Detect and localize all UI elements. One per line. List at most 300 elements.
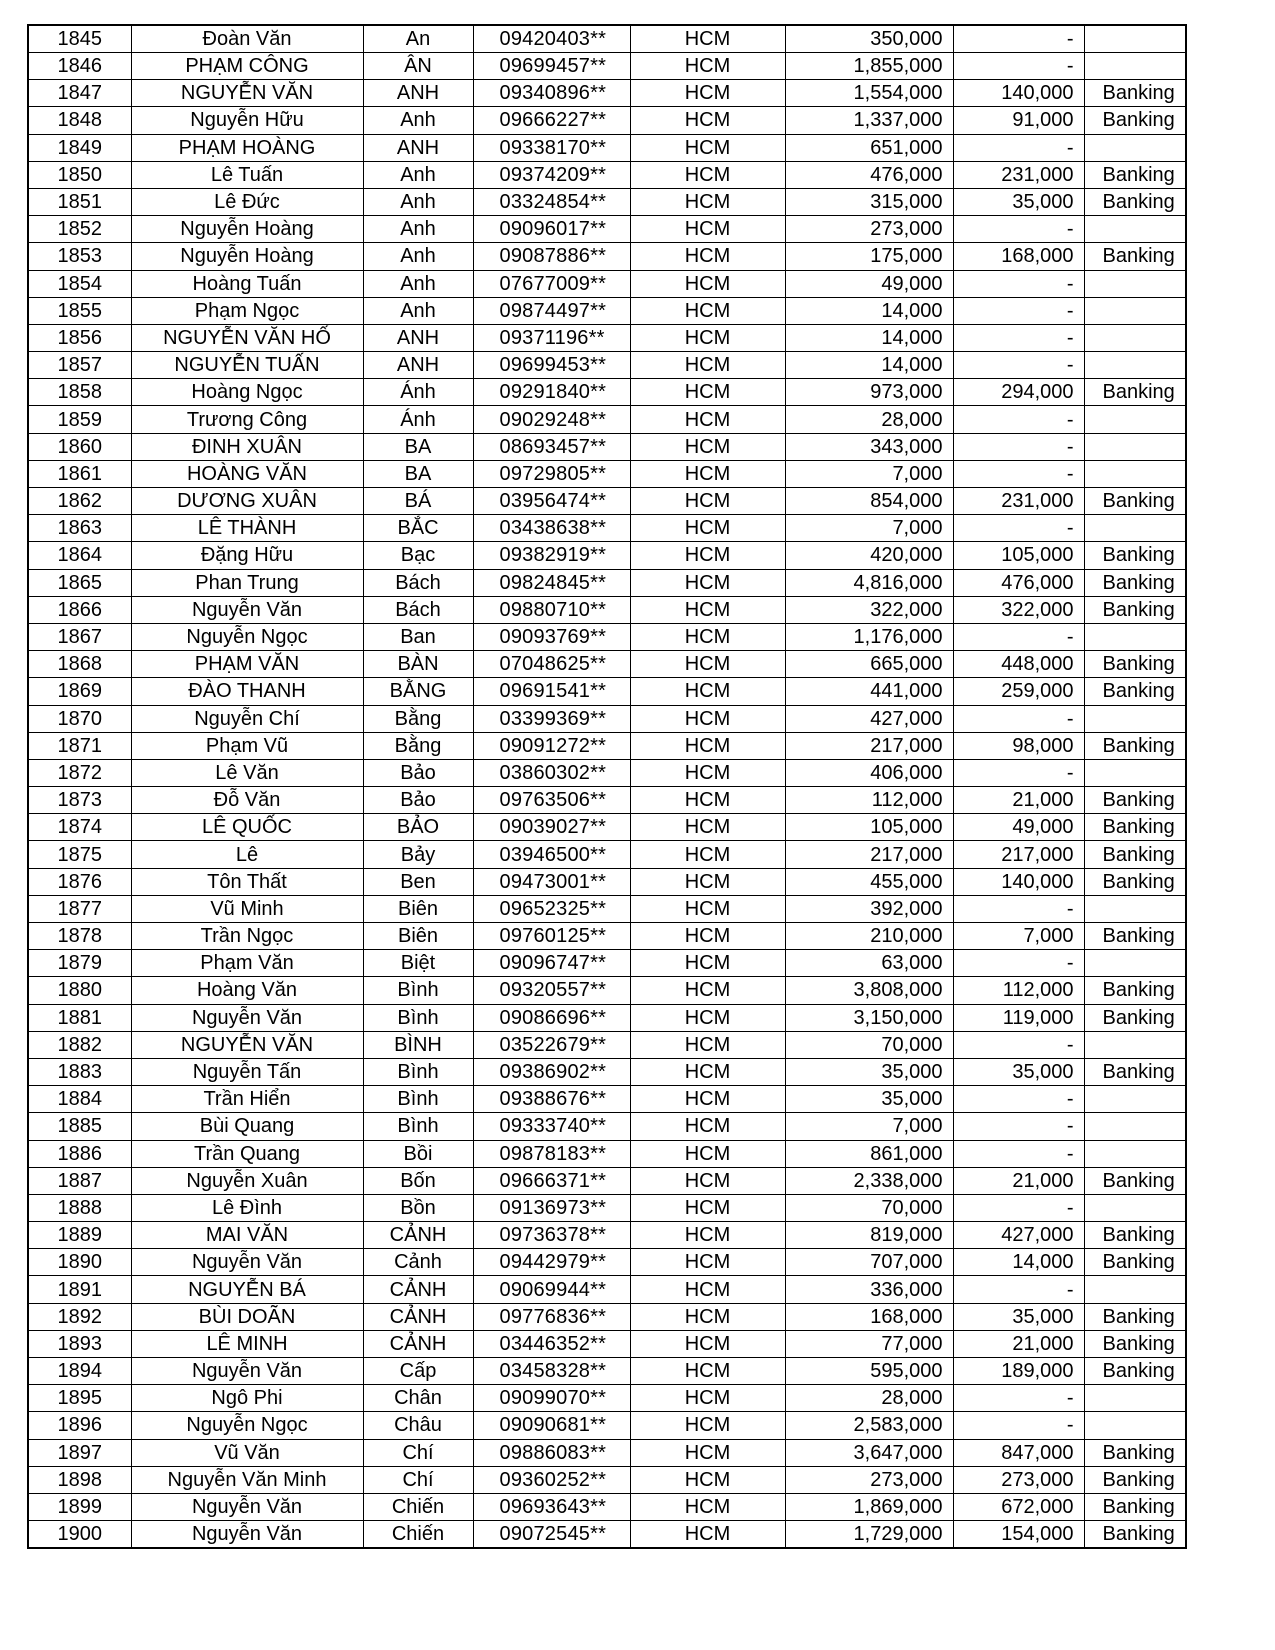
cell-method	[1084, 1194, 1186, 1221]
cell-given-name: Bằng	[363, 705, 473, 732]
cell-amount: 217,000	[785, 841, 953, 868]
table-row	[28, 1521, 1186, 1549]
cell-phone: 09029248**	[473, 406, 630, 433]
cell-method: Banking	[1084, 596, 1186, 623]
cell-no: 1855	[28, 297, 131, 324]
cell-surname: PHẠM VĂN	[131, 651, 363, 678]
cell-given-name: Bạc	[363, 542, 473, 569]
table-row	[28, 1140, 1186, 1167]
cell-paid: 35,000	[953, 188, 1084, 215]
cell-no: 1877	[28, 895, 131, 922]
cell-phone: 09880710**	[473, 596, 630, 623]
cell-paid: 105,000	[953, 542, 1084, 569]
cell-region: HCM	[630, 25, 785, 53]
cell-surname: Hoàng Văn	[131, 977, 363, 1004]
cell-phone: 09291840**	[473, 379, 630, 406]
cell-amount: 175,000	[785, 243, 953, 270]
table-row	[28, 1194, 1186, 1221]
cell-amount: 455,000	[785, 868, 953, 895]
cell-amount: 70,000	[785, 1194, 953, 1221]
cell-method: Banking	[1084, 814, 1186, 841]
cell-method: Banking	[1084, 732, 1186, 759]
cell-surname: Nguyễn Văn	[131, 1249, 363, 1276]
cell-region: HCM	[630, 406, 785, 433]
cell-given-name: Ben	[363, 868, 473, 895]
table-row	[28, 923, 1186, 950]
cell-no: 1894	[28, 1358, 131, 1385]
table-row	[28, 623, 1186, 650]
cell-surname: PHẠM HOÀNG	[131, 134, 363, 161]
cell-method	[1084, 216, 1186, 243]
cell-amount: 14,000	[785, 324, 953, 351]
table-row	[28, 243, 1186, 270]
cell-given-name: Chiến	[363, 1493, 473, 1520]
cell-surname: DƯƠNG XUÂN	[131, 488, 363, 515]
cell-amount: 651,000	[785, 134, 953, 161]
table-row	[28, 1330, 1186, 1357]
cell-phone: 07048625**	[473, 651, 630, 678]
cell-region: HCM	[630, 488, 785, 515]
cell-paid: -	[953, 950, 1084, 977]
cell-paid: -	[953, 324, 1084, 351]
cell-method	[1084, 1086, 1186, 1113]
cell-surname: Nguyễn Văn	[131, 1358, 363, 1385]
table-row	[28, 433, 1186, 460]
cell-paid: 322,000	[953, 596, 1084, 623]
cell-no: 1879	[28, 950, 131, 977]
cell-paid: -	[953, 1113, 1084, 1140]
cell-given-name: BẮC	[363, 515, 473, 542]
cell-no: 1860	[28, 433, 131, 460]
cell-paid: 35,000	[953, 1058, 1084, 1085]
cell-surname: Đoàn Văn	[131, 25, 363, 53]
cell-no: 1898	[28, 1466, 131, 1493]
cell-phone: 09093769**	[473, 623, 630, 650]
cell-no: 1888	[28, 1194, 131, 1221]
cell-surname: ĐINH XUÂN	[131, 433, 363, 460]
cell-phone: 03458328**	[473, 1358, 630, 1385]
cell-phone: 09096017**	[473, 216, 630, 243]
cell-surname: Nguyễn Ngọc	[131, 623, 363, 650]
cell-phone: 09729805**	[473, 460, 630, 487]
table-row	[28, 515, 1186, 542]
cell-no: 1887	[28, 1167, 131, 1194]
cell-amount: 1,176,000	[785, 623, 953, 650]
table-row	[28, 542, 1186, 569]
cell-phone: 03522679**	[473, 1031, 630, 1058]
cell-given-name: Bình	[363, 977, 473, 1004]
cell-surname: Nguyễn Văn Minh	[131, 1466, 363, 1493]
cell-surname: Nguyễn Văn	[131, 1521, 363, 1549]
table-row	[28, 1167, 1186, 1194]
table-row	[28, 379, 1186, 406]
cell-phone: 09338170**	[473, 134, 630, 161]
cell-surname: Nguyễn Văn	[131, 1493, 363, 1520]
cell-given-name: Anh	[363, 107, 473, 134]
cell-method: Banking	[1084, 977, 1186, 1004]
cell-amount: 3,647,000	[785, 1439, 953, 1466]
cell-surname: Tôn Thất	[131, 868, 363, 895]
cell-surname: Đặng Hữu	[131, 542, 363, 569]
table-row	[28, 406, 1186, 433]
cell-amount: 273,000	[785, 1466, 953, 1493]
cell-region: HCM	[630, 1439, 785, 1466]
table-row	[28, 651, 1186, 678]
cell-method: Banking	[1084, 1493, 1186, 1520]
cell-method: Banking	[1084, 1249, 1186, 1276]
cell-no: 1886	[28, 1140, 131, 1167]
cell-surname: Phạm Văn	[131, 950, 363, 977]
cell-surname: Phan Trung	[131, 569, 363, 596]
cell-phone: 09072545**	[473, 1521, 630, 1549]
cell-paid: -	[953, 759, 1084, 786]
cell-surname: Nguyễn Chí	[131, 705, 363, 732]
cell-amount: 168,000	[785, 1303, 953, 1330]
cell-region: HCM	[630, 1167, 785, 1194]
cell-paid: 259,000	[953, 678, 1084, 705]
cell-surname: Trần Ngọc	[131, 923, 363, 950]
cell-surname: Nguyễn Hoàng	[131, 243, 363, 270]
cell-given-name: Chiến	[363, 1521, 473, 1549]
cell-paid: -	[953, 270, 1084, 297]
cell-surname: LÊ THÀNH	[131, 515, 363, 542]
table-row	[28, 1466, 1186, 1493]
cell-given-name: Bồi	[363, 1140, 473, 1167]
cell-no: 1881	[28, 1004, 131, 1031]
cell-amount: 112,000	[785, 787, 953, 814]
cell-no: 1900	[28, 1521, 131, 1549]
cell-phone: 09388676**	[473, 1086, 630, 1113]
cell-amount: 105,000	[785, 814, 953, 841]
cell-phone: 03860302**	[473, 759, 630, 786]
cell-surname: Nguyễn Văn	[131, 596, 363, 623]
cell-paid: 21,000	[953, 787, 1084, 814]
cell-no: 1889	[28, 1222, 131, 1249]
cell-phone: 09087886**	[473, 243, 630, 270]
cell-method: Banking	[1084, 868, 1186, 895]
cell-given-name: ANH	[363, 80, 473, 107]
cell-surname: Phạm Vũ	[131, 732, 363, 759]
cell-given-name: ANH	[363, 324, 473, 351]
cell-no: 1848	[28, 107, 131, 134]
cell-paid: 189,000	[953, 1358, 1084, 1385]
cell-given-name: Biệt	[363, 950, 473, 977]
cell-region: HCM	[630, 1493, 785, 1520]
cell-amount: 336,000	[785, 1276, 953, 1303]
cell-given-name: Chí	[363, 1466, 473, 1493]
cell-no: 1864	[28, 542, 131, 569]
cell-region: HCM	[630, 161, 785, 188]
cell-phone: 09039027**	[473, 814, 630, 841]
cell-region: HCM	[630, 1385, 785, 1412]
cell-phone: 09776836**	[473, 1303, 630, 1330]
cell-paid: 168,000	[953, 243, 1084, 270]
cell-amount: 973,000	[785, 379, 953, 406]
cell-no: 1858	[28, 379, 131, 406]
cell-no: 1869	[28, 678, 131, 705]
cell-paid: -	[953, 1194, 1084, 1221]
cell-paid: 98,000	[953, 732, 1084, 759]
cell-region: HCM	[630, 950, 785, 977]
cell-surname: Ngô Phi	[131, 1385, 363, 1412]
cell-amount: 1,554,000	[785, 80, 953, 107]
table-row	[28, 1276, 1186, 1303]
cell-surname: Trần Quang	[131, 1140, 363, 1167]
cell-amount: 35,000	[785, 1086, 953, 1113]
cell-surname: Nguyễn Văn	[131, 1004, 363, 1031]
cell-method	[1084, 623, 1186, 650]
cell-paid: -	[953, 216, 1084, 243]
cell-surname: Lê Văn	[131, 759, 363, 786]
cell-amount: 28,000	[785, 406, 953, 433]
cell-no: 1850	[28, 161, 131, 188]
cell-region: HCM	[630, 1086, 785, 1113]
cell-region: HCM	[630, 1194, 785, 1221]
cell-given-name: Bồn	[363, 1194, 473, 1221]
cell-paid: -	[953, 25, 1084, 53]
cell-given-name: Bách	[363, 596, 473, 623]
cell-amount: 4,816,000	[785, 569, 953, 596]
cell-no: 1854	[28, 270, 131, 297]
cell-amount: 2,583,000	[785, 1412, 953, 1439]
cell-phone: 09386902**	[473, 1058, 630, 1085]
cell-given-name: Bằng	[363, 732, 473, 759]
cell-phone: 09763506**	[473, 787, 630, 814]
cell-phone: 09878183**	[473, 1140, 630, 1167]
cell-phone: 09442979**	[473, 1249, 630, 1276]
cell-phone: 03956474**	[473, 488, 630, 515]
cell-paid: -	[953, 460, 1084, 487]
cell-method: Banking	[1084, 488, 1186, 515]
cell-surname: BÙI DOÃN	[131, 1303, 363, 1330]
cell-amount: 273,000	[785, 216, 953, 243]
cell-method: Banking	[1084, 841, 1186, 868]
cell-region: HCM	[630, 895, 785, 922]
cell-region: HCM	[630, 923, 785, 950]
cell-paid: 7,000	[953, 923, 1084, 950]
cell-amount: 665,000	[785, 651, 953, 678]
cell-phone: 08693457**	[473, 433, 630, 460]
cell-method: Banking	[1084, 678, 1186, 705]
cell-region: HCM	[630, 107, 785, 134]
cell-region: HCM	[630, 433, 785, 460]
cell-paid: -	[953, 1385, 1084, 1412]
cell-amount: 3,808,000	[785, 977, 953, 1004]
cell-surname: Phạm Ngọc	[131, 297, 363, 324]
cell-amount: 595,000	[785, 1358, 953, 1385]
table-row	[28, 134, 1186, 161]
table-row	[28, 1385, 1186, 1412]
cell-region: HCM	[630, 270, 785, 297]
cell-region: HCM	[630, 134, 785, 161]
cell-paid: -	[953, 1140, 1084, 1167]
cell-phone: 09340896**	[473, 80, 630, 107]
cell-surname: Trương Công	[131, 406, 363, 433]
cell-paid: -	[953, 297, 1084, 324]
table-row	[28, 297, 1186, 324]
cell-method: Banking	[1084, 379, 1186, 406]
cell-phone: 09693643**	[473, 1493, 630, 1520]
cell-amount: 7,000	[785, 515, 953, 542]
cell-amount: 427,000	[785, 705, 953, 732]
cell-method	[1084, 460, 1186, 487]
cell-method: Banking	[1084, 1004, 1186, 1031]
cell-region: HCM	[630, 324, 785, 351]
cell-phone: 09091272**	[473, 732, 630, 759]
cell-surname: NGUYỄN VĂN	[131, 80, 363, 107]
table-row	[28, 25, 1186, 53]
cell-amount: 1,729,000	[785, 1521, 953, 1549]
cell-amount: 14,000	[785, 352, 953, 379]
cell-amount: 406,000	[785, 759, 953, 786]
cell-phone: 09699453**	[473, 352, 630, 379]
cell-method: Banking	[1084, 243, 1186, 270]
cell-no: 1846	[28, 53, 131, 80]
cell-surname: Lê Tuấn	[131, 161, 363, 188]
cell-method: Banking	[1084, 1521, 1186, 1549]
table-row	[28, 1303, 1186, 1330]
cell-given-name: CẢNH	[363, 1222, 473, 1249]
cell-paid: 476,000	[953, 569, 1084, 596]
cell-method	[1084, 895, 1186, 922]
cell-phone: 09874497**	[473, 297, 630, 324]
cell-method	[1084, 1031, 1186, 1058]
cell-paid: -	[953, 433, 1084, 460]
cell-phone: 09333740**	[473, 1113, 630, 1140]
cell-amount: 1,869,000	[785, 1493, 953, 1520]
cell-region: HCM	[630, 732, 785, 759]
cell-region: HCM	[630, 1412, 785, 1439]
cell-given-name: BA	[363, 460, 473, 487]
cell-amount: 210,000	[785, 923, 953, 950]
cell-no: 1897	[28, 1439, 131, 1466]
cell-given-name: CẢNH	[363, 1303, 473, 1330]
cell-no: 1871	[28, 732, 131, 759]
cell-no: 1884	[28, 1086, 131, 1113]
cell-surname: NGUYỄN BÁ	[131, 1276, 363, 1303]
cell-phone: 03446352**	[473, 1330, 630, 1357]
cell-method: Banking	[1084, 542, 1186, 569]
table-row	[28, 950, 1186, 977]
cell-region: HCM	[630, 705, 785, 732]
cell-given-name: An	[363, 25, 473, 53]
cell-given-name: Anh	[363, 297, 473, 324]
cell-given-name: Chí	[363, 1439, 473, 1466]
cell-paid: -	[953, 1276, 1084, 1303]
cell-method: Banking	[1084, 1303, 1186, 1330]
cell-region: HCM	[630, 1004, 785, 1031]
cell-no: 1890	[28, 1249, 131, 1276]
cell-region: HCM	[630, 787, 785, 814]
cell-method	[1084, 324, 1186, 351]
cell-given-name: BÁ	[363, 488, 473, 515]
table-row	[28, 977, 1186, 1004]
cell-surname: Lê Đức	[131, 188, 363, 215]
table-row	[28, 1493, 1186, 1520]
cell-no: 1876	[28, 868, 131, 895]
cell-phone: 09099070**	[473, 1385, 630, 1412]
cell-given-name: Bình	[363, 1113, 473, 1140]
cell-no: 1862	[28, 488, 131, 515]
cell-method	[1084, 515, 1186, 542]
cell-amount: 350,000	[785, 25, 953, 53]
cell-paid: -	[953, 1086, 1084, 1113]
cell-method: Banking	[1084, 787, 1186, 814]
cell-given-name: Bảy	[363, 841, 473, 868]
table-row	[28, 1412, 1186, 1439]
cell-surname: Hoàng Ngọc	[131, 379, 363, 406]
cell-amount: 343,000	[785, 433, 953, 460]
cell-region: HCM	[630, 1249, 785, 1276]
cell-paid: 119,000	[953, 1004, 1084, 1031]
cell-no: 1873	[28, 787, 131, 814]
cell-no: 1872	[28, 759, 131, 786]
cell-given-name: Ban	[363, 623, 473, 650]
cell-surname: Nguyễn Ngọc	[131, 1412, 363, 1439]
cell-surname: Đỗ Văn	[131, 787, 363, 814]
cell-paid: 91,000	[953, 107, 1084, 134]
cell-region: HCM	[630, 868, 785, 895]
cell-method	[1084, 352, 1186, 379]
cell-paid: 273,000	[953, 1466, 1084, 1493]
cell-method: Banking	[1084, 569, 1186, 596]
cell-surname: Hoàng Tuấn	[131, 270, 363, 297]
cell-given-name: ÂN	[363, 53, 473, 80]
cell-paid: -	[953, 623, 1084, 650]
cell-region: HCM	[630, 80, 785, 107]
table-row	[28, 216, 1186, 243]
table-row	[28, 324, 1186, 351]
cell-given-name: Chân	[363, 1385, 473, 1412]
cell-no: 1845	[28, 25, 131, 53]
cell-no: 1875	[28, 841, 131, 868]
cell-phone: 07677009**	[473, 270, 630, 297]
cell-phone: 09420403**	[473, 25, 630, 53]
cell-paid: -	[953, 515, 1084, 542]
cell-no: 1878	[28, 923, 131, 950]
cell-given-name: Ánh	[363, 406, 473, 433]
cell-given-name: Bình	[363, 1004, 473, 1031]
cell-given-name: BẰNG	[363, 678, 473, 705]
cell-paid: 21,000	[953, 1330, 1084, 1357]
cell-paid: 231,000	[953, 161, 1084, 188]
cell-paid: -	[953, 1031, 1084, 1058]
cell-no: 1865	[28, 569, 131, 596]
table-row	[28, 80, 1186, 107]
table-row	[28, 352, 1186, 379]
cell-given-name: Bình	[363, 1058, 473, 1085]
cell-amount: 70,000	[785, 1031, 953, 1058]
table-row	[28, 841, 1186, 868]
cell-method	[1084, 406, 1186, 433]
cell-region: HCM	[630, 678, 785, 705]
cell-paid: 294,000	[953, 379, 1084, 406]
cell-method: Banking	[1084, 923, 1186, 950]
cell-given-name: Cấp	[363, 1358, 473, 1385]
cell-given-name: Bảo	[363, 787, 473, 814]
cell-phone: 09069944**	[473, 1276, 630, 1303]
table-row	[28, 270, 1186, 297]
cell-surname: PHẠM CÔNG	[131, 53, 363, 80]
cell-surname: MAI VĂN	[131, 1222, 363, 1249]
cell-method	[1084, 270, 1186, 297]
cell-no: 1882	[28, 1031, 131, 1058]
cell-region: HCM	[630, 1031, 785, 1058]
cell-given-name: CẢNH	[363, 1330, 473, 1357]
table-row	[28, 161, 1186, 188]
table-row	[28, 868, 1186, 895]
cell-amount: 707,000	[785, 1249, 953, 1276]
